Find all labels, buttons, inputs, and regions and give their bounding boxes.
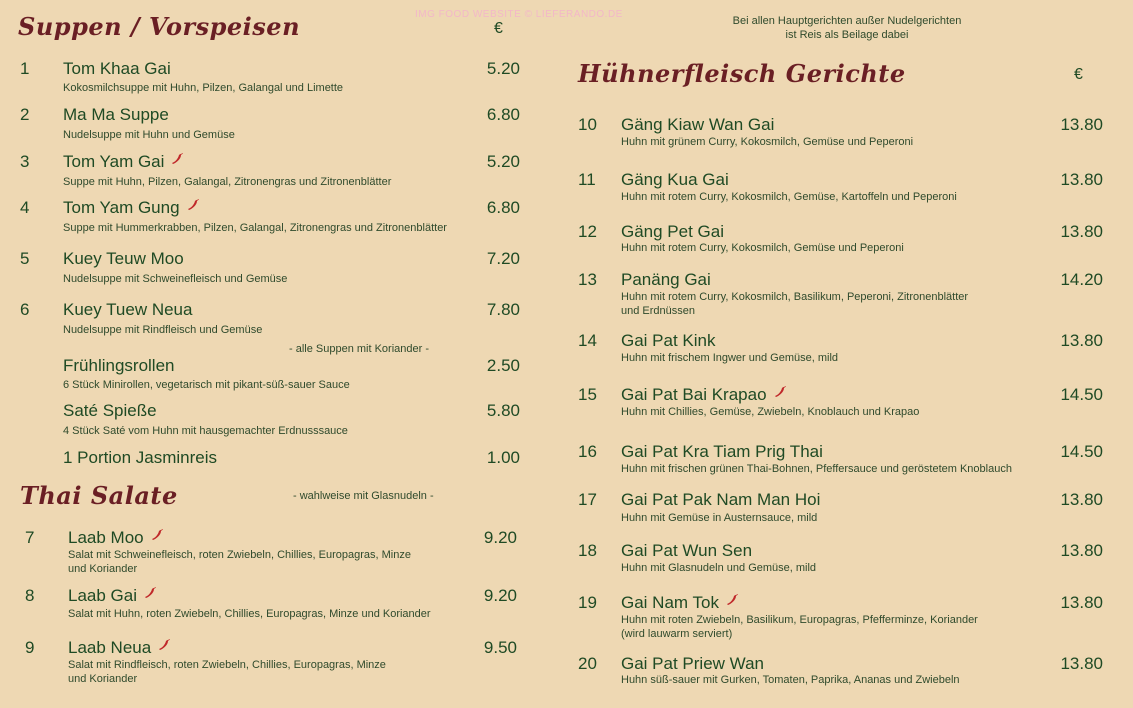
chicken-dish-description: Huhn mit rotem Curry, Kokosmilch, Gemüse und Peperoni — [621, 242, 904, 254]
soup-number: 3 — [20, 152, 30, 171]
chicken-dish-name: Gäng Pet Gai — [621, 222, 725, 241]
soup-name: Kuey Teuw Moo — [63, 249, 184, 268]
chicken-dish-name: Gai Pat Priew Wan — [621, 654, 764, 673]
chicken-dish-price: 13.80 — [1060, 331, 1103, 350]
starter-name: Frühlingsrollen — [63, 356, 175, 375]
salad-price: 9.20 — [483, 586, 517, 605]
chicken-dish-name-row — [621, 385, 787, 405]
chicken-dish-description-line: Huhn mit roten Zwiebeln, Basilikum, Europagras, Pfefferminze, Koriander — [621, 614, 978, 626]
soup-name: Tom Yam Gung — [63, 198, 180, 217]
soup-name: Tom Khaa Gai — [63, 59, 171, 78]
chicken-dish-number: 15 — [578, 385, 597, 404]
chicken-dish-description: Huhn mit rotem Curry, Kokosmilch, Gemüse, Kartoffeln und Peperoni — [621, 191, 957, 203]
chicken-dish-name: Gai Pat Kink — [621, 331, 716, 350]
chicken-dish-number: 19 — [578, 593, 597, 612]
salad-name: Laab Moo — [68, 528, 144, 547]
soup-description: Suppe mit Huhn, Pilzen, Galangal, Zitronengras und Zitronenblätter — [63, 176, 392, 188]
chicken-dish-name: Gai Pat Bai Krapao — [621, 385, 767, 404]
chicken-dish-description-line: Huhn mit rotem Curry, Kokosmilch, Basilikum, Peperoni, Zitronenblätter — [621, 291, 969, 303]
chicken-dish-description-line: (wird lauwarm serviert) — [621, 628, 733, 640]
chicken-dish-number: 10 — [578, 115, 597, 134]
soup-name: Ma Ma Suppe — [63, 105, 169, 124]
soup-number: 2 — [20, 105, 30, 124]
chicken-dish-name: Gäng Kua Gai — [621, 170, 729, 189]
chili-icon — [150, 528, 164, 542]
chicken-dish-number: 20 — [578, 654, 597, 673]
chicken-dish-price: 13.80 — [1060, 593, 1103, 612]
soup-price: 5.20 — [486, 152, 520, 171]
chicken-dish-price: 13.80 — [1060, 170, 1103, 189]
chicken-dish-name-row — [621, 593, 739, 613]
soup-number: 4 — [20, 198, 30, 217]
soup-description: Suppe mit Hummerkrabben, Pilzen, Galangal, Zitronengras und Zitronenblätter — [63, 222, 447, 234]
chicken-dish-description: Huhn mit Glasnudeln und Gemüse, mild — [621, 562, 817, 574]
soup-description: Kokosmilchsuppe mit Huhn, Pilzen, Galangal und Limette — [63, 82, 344, 94]
chicken-dish-price: 13.80 — [1060, 654, 1103, 673]
salad-name-row — [68, 528, 164, 548]
salad-name-row — [68, 586, 157, 606]
salads-section-title: Thai Salate — [20, 481, 178, 510]
chicken-dish-number: 14 — [578, 331, 597, 350]
starter-name: Saté Spieße — [63, 401, 157, 420]
chili-icon — [157, 638, 171, 652]
starter-description: 4 Stück Saté vom Huhn mit hausgemachter Erdnusssauce — [63, 425, 348, 437]
chicken-dish-description — [621, 290, 968, 318]
chicken-dish-name: Gäng Kiaw Wan Gai — [621, 115, 775, 134]
salad-name: Laab Gai — [68, 586, 137, 605]
soups-currency: € — [494, 20, 503, 37]
starter-price: 1.00 — [486, 448, 520, 467]
starter-price: 5.80 — [486, 401, 520, 420]
salad-name: Laab Neua — [68, 638, 152, 657]
soup-price: 5.20 — [486, 59, 520, 78]
chicken-dish-price: 14.20 — [1060, 270, 1103, 289]
soup-name-row — [63, 198, 200, 218]
chicken-dish-price: 14.50 — [1060, 385, 1103, 404]
starter-price: 2.50 — [486, 356, 520, 375]
chicken-dish-name: Gai Pat Pak Nam Man Hoi — [621, 490, 821, 509]
soups-coriander-note: - alle Suppen mit Koriander - — [289, 343, 430, 355]
chicken-dish-description: Huhn mit Chillies, Gemüse, Zwiebeln, Knoblauch und Krapao — [621, 406, 920, 418]
soup-description: Nudelsuppe mit Rindfleisch und Gemüse — [63, 324, 263, 336]
salad-price: 9.20 — [483, 528, 517, 547]
chicken-dish-price: 13.80 — [1060, 490, 1103, 509]
salad-name-row — [68, 638, 171, 658]
soup-description: Nudelsuppe mit Schweinefleisch und Gemüse — [63, 273, 288, 285]
salads-glass-noodle-note: - wahlweise mit Glasnudeln - — [293, 490, 434, 502]
soup-price: 6.80 — [486, 105, 520, 124]
salad-number: 8 — [25, 586, 35, 605]
salad-description-line: Salat mit Huhn, roten Zwiebeln, Chillies, Europagras, Minze und Koriander — [68, 608, 431, 620]
chicken-dish-price: 13.80 — [1060, 541, 1103, 560]
salad-description — [68, 607, 431, 621]
chicken-currency: € — [1074, 66, 1083, 83]
chili-icon — [170, 152, 184, 166]
rice-note-line-1: Bei allen Hauptgerichten außer Nudelgerichten — [732, 15, 962, 27]
chicken-dish-description: Huhn mit grünem Curry, Kokosmilch, Gemüse und Peperoni — [621, 136, 914, 148]
chicken-dish-number: 13 — [578, 270, 597, 289]
chicken-dish-name: Gai Pat Wun Sen — [621, 541, 753, 560]
salad-description-line: und Koriander — [68, 673, 138, 685]
chicken-dish-name: Gai Pat Kra Tiam Prig Thai — [621, 442, 823, 461]
chili-icon — [143, 586, 157, 600]
chicken-dish-description: Huhn mit frischem Ingwer und Gemüse, mild — [621, 352, 839, 364]
soups-section-title: Suppen / Vorspeisen — [18, 12, 301, 41]
chili-icon — [725, 593, 739, 607]
soup-name: Kuey Tuew Neua — [63, 300, 193, 319]
salad-description — [68, 658, 386, 686]
soup-price: 6.80 — [486, 198, 520, 217]
chicken-dish-description: Huhn mit frischen grünen Thai-Bohnen, Pfeffersauce und geröstetem Knoblauch — [621, 463, 1012, 475]
soup-number: 5 — [20, 249, 30, 268]
watermark: IMG FOOD WEBSITE © LIEFERANDO.DE — [415, 9, 623, 20]
soup-price: 7.20 — [486, 249, 520, 268]
chicken-dish-description: Huhn süß-sauer mit Gurken, Tomaten, Paprika, Ananas und Zwiebeln — [621, 674, 960, 686]
chili-icon — [186, 198, 200, 212]
salad-description-line: Salat mit Schweinefleisch, roten Zwiebeln, Chillies, Europagras, Minze — [68, 549, 411, 561]
chicken-dish-description: Huhn mit Gemüse in Austernsauce, mild — [621, 512, 818, 524]
chicken-dish-number: 12 — [578, 222, 597, 241]
salad-description — [68, 548, 411, 576]
rice-note-line-2: ist Reis als Beilage dabei — [785, 29, 909, 41]
chicken-dish-price: 13.80 — [1060, 222, 1103, 241]
salad-number: 9 — [25, 638, 35, 657]
chili-icon — [773, 385, 787, 399]
soup-description: Nudelsuppe mit Huhn und Gemüse — [63, 129, 235, 141]
soup-name-row — [63, 152, 184, 172]
starter-name: 1 Portion Jasminreis — [63, 448, 218, 467]
chicken-dish-description-line: und Erdnüssen — [621, 305, 695, 317]
soup-price: 7.80 — [486, 300, 520, 319]
starter-description: 6 Stück Minirollen, vegetarisch mit pikant-süß-sauer Sauce — [63, 379, 350, 391]
chicken-dish-price: 14.50 — [1060, 442, 1103, 461]
soup-number: 1 — [20, 59, 30, 78]
chicken-dish-number: 17 — [578, 490, 597, 509]
salad-price: 9.50 — [483, 638, 517, 657]
chicken-section-title: Hühnerfleisch Gerichte — [578, 59, 906, 88]
soup-name: Tom Yam Gai — [63, 152, 165, 171]
soup-number: 6 — [20, 300, 30, 319]
chicken-dish-number: 11 — [578, 170, 596, 189]
salad-number: 7 — [25, 528, 35, 547]
chicken-dish-description — [621, 613, 978, 641]
chicken-dish-number: 16 — [578, 442, 597, 461]
chicken-dish-name: Panäng Gai — [621, 270, 711, 289]
rice-note — [697, 14, 997, 42]
chicken-dish-price: 13.80 — [1060, 115, 1103, 134]
salad-description-line: Salat mit Rindfleisch, roten Zwiebeln, Chillies, Europagras, Minze — [68, 659, 386, 671]
salad-description-line: und Koriander — [68, 563, 138, 575]
chicken-dish-number: 18 — [578, 541, 597, 560]
chicken-dish-name: Gai Nam Tok — [621, 593, 719, 612]
